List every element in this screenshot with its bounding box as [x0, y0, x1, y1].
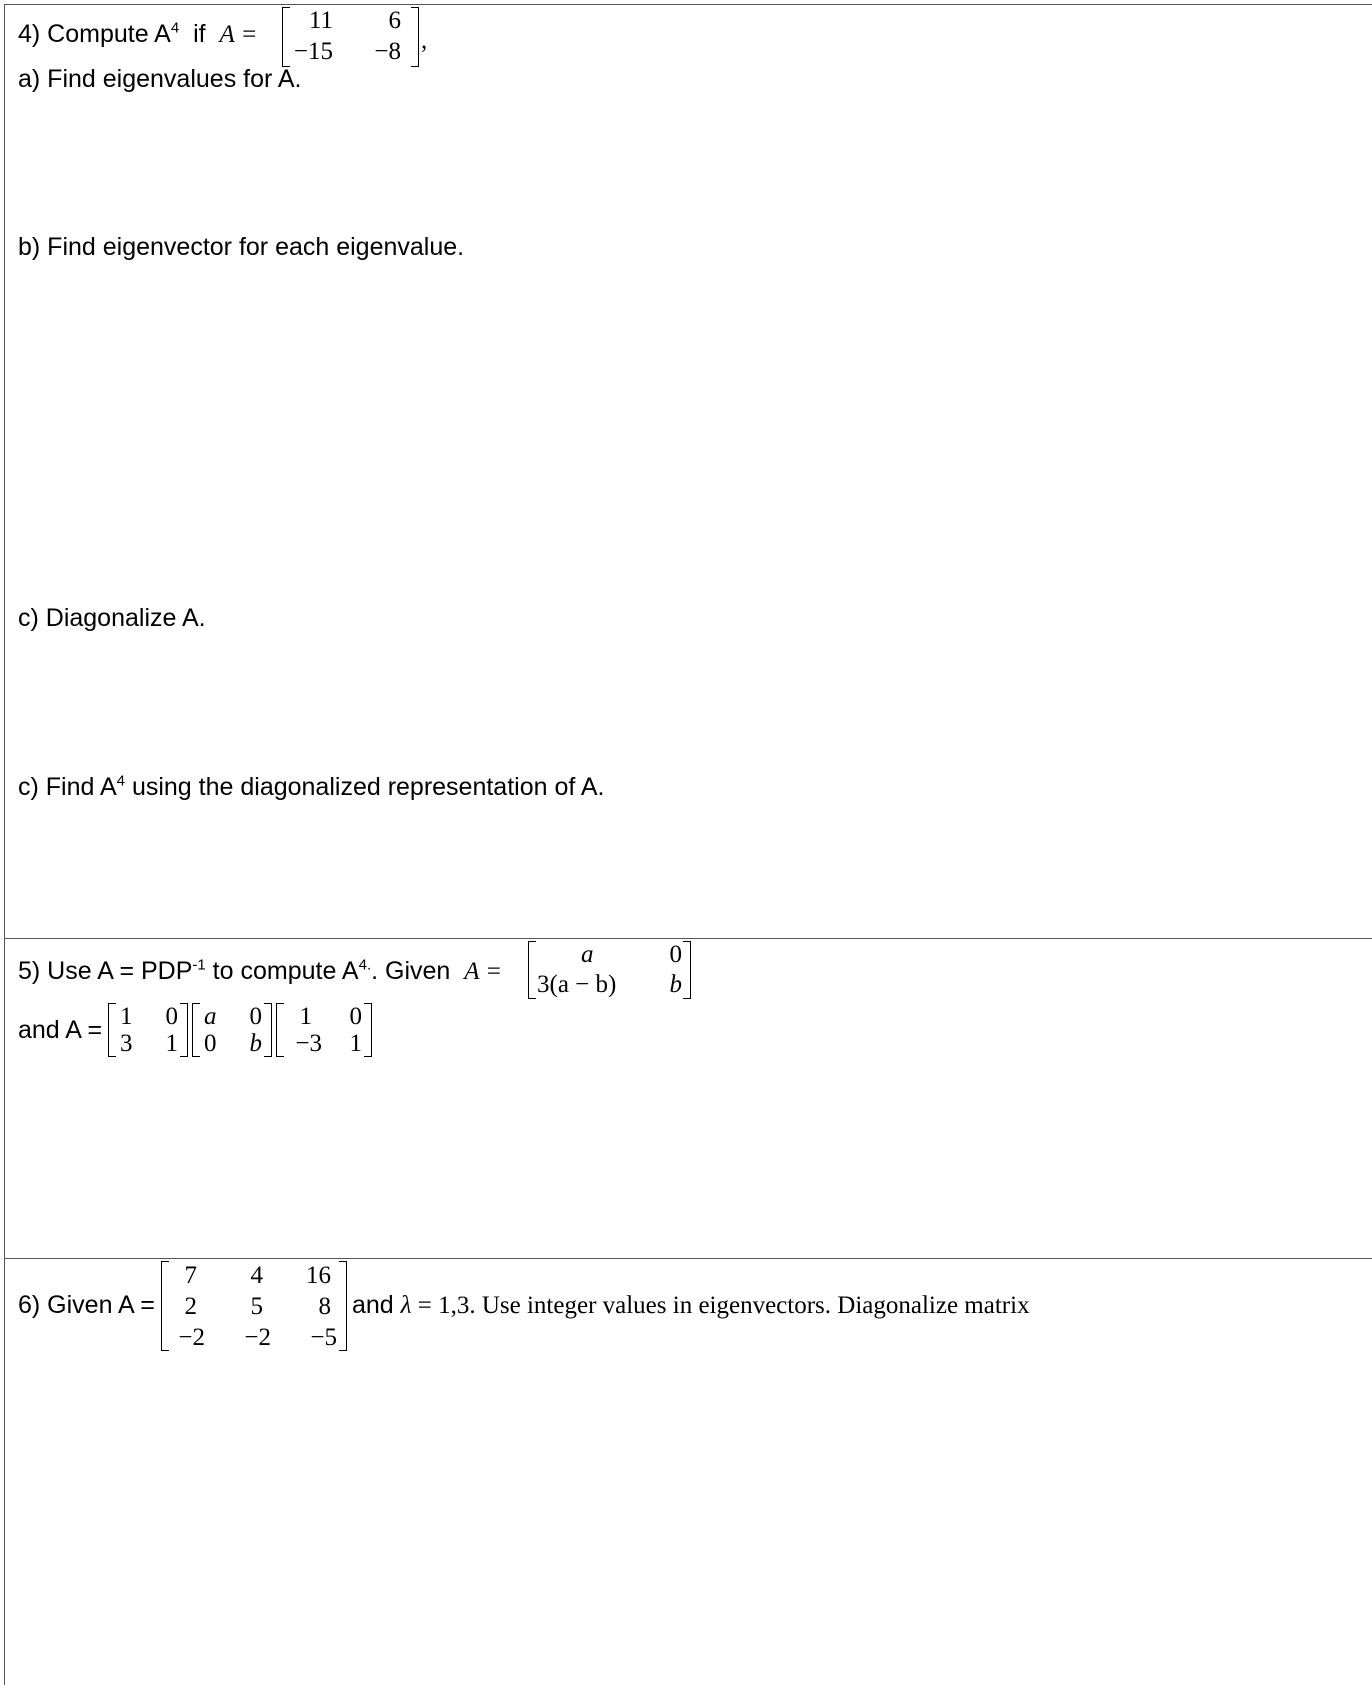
q6-statement: and λ = 1,3. Use integer values in eigenvectors. Diagonalize matrix [352, 1291, 1030, 1319]
q5-pinv-cell: −3 [295, 1030, 322, 1057]
q6-matrix-cell: 2 [184, 1293, 197, 1320]
divider-q5-q6 [4, 1258, 1372, 1259]
q5-p-cell: 1 [120, 1003, 133, 1030]
q6-matrix-cell: −2 [244, 1324, 271, 1351]
q5-p-cell: 1 [165, 1030, 178, 1057]
q4-matrix [282, 7, 419, 67]
q6-prompt: 6) Given A = [18, 1291, 155, 1319]
q4-part-b: b) Find eigenvector for each eigenvalue. [18, 233, 465, 261]
q5-p-cell: 3 [120, 1030, 133, 1057]
q4-matrix-cell: 11 [308, 7, 333, 34]
q4-matrix-cell: −8 [374, 38, 401, 65]
q5-given-cell: a [581, 941, 594, 968]
q5-matrix-d [192, 1003, 272, 1057]
q4-part-c: c) Diagonalize A. [18, 604, 206, 632]
q4-part-a: a) Find eigenvalues for A. [18, 65, 302, 93]
divider-q4-q5 [4, 938, 1372, 939]
q5-and-text: and A = [18, 1016, 103, 1044]
q6-matrix-cell: 4 [250, 1262, 263, 1289]
q5-matrix-p [108, 1003, 188, 1057]
q5-d-cell: 0 [204, 1030, 217, 1057]
q4-comma: , [421, 27, 428, 54]
q6-matrix [161, 1261, 347, 1351]
q5-pinv-cell: 0 [349, 1003, 362, 1030]
q5-matrix-pinv [276, 1003, 372, 1057]
q5-d-cell: a [204, 1003, 217, 1030]
q5-d-cell: b [249, 1030, 262, 1057]
q5-given-cell: 0 [669, 941, 682, 968]
q6-matrix-cell: 8 [318, 1293, 331, 1320]
q6-matrix-cell: −5 [310, 1324, 337, 1351]
q5-given-cell: 3(a − b) [537, 971, 617, 998]
q5-d-cell: 0 [249, 1003, 262, 1030]
q5-prompt: 5) Use $A = PDP^{-1}$ to compute $A^{4.}$. Given A = [18, 956, 503, 985]
q5-p-cell: 0 [165, 1003, 178, 1030]
q6-matrix-cell: −2 [178, 1324, 205, 1351]
q4-prompt: 4) Compute $A^4$ if A = [18, 19, 258, 48]
q5-pinv-cell: 1 [299, 1003, 312, 1030]
q6-matrix-cell: 16 [306, 1262, 331, 1289]
q4-part-d: c) Find $A^4$ using the diagonalized representation of A. [18, 772, 605, 801]
q6-matrix-cell: 7 [184, 1262, 197, 1289]
q5-pinv-cell: 1 [349, 1030, 362, 1057]
q5-given-matrix [528, 941, 691, 999]
q4-matrix-cell: 6 [388, 7, 401, 34]
q6-matrix-cell: 5 [250, 1293, 263, 1320]
q5-given-cell: b [669, 971, 682, 998]
q4-matrix-cell: −15 [293, 38, 333, 65]
